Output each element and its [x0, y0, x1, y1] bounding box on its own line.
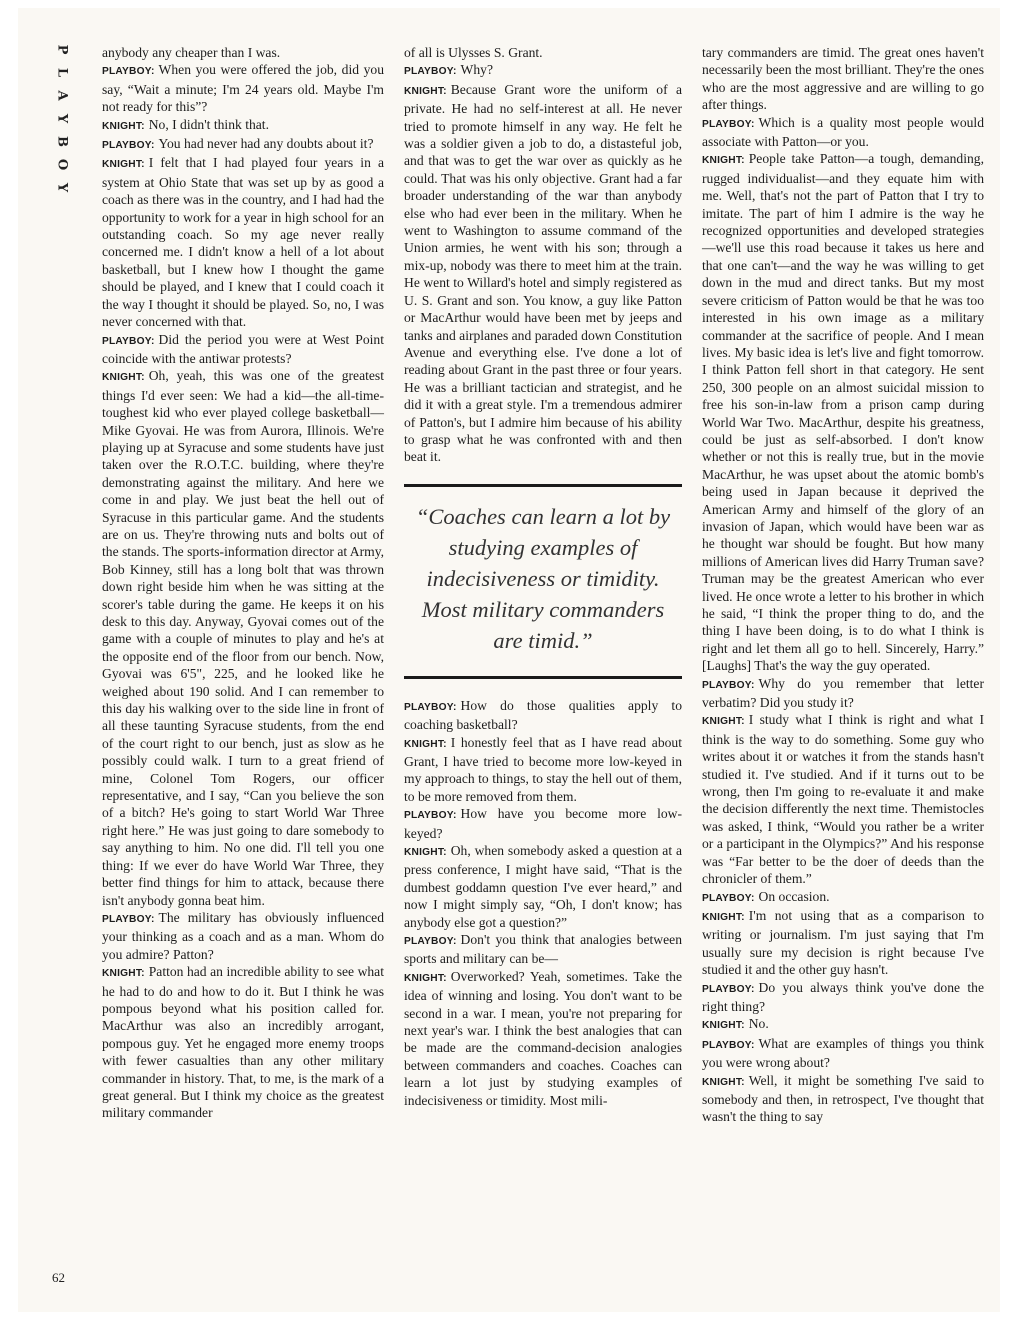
- interview-paragraph: [102, 963, 384, 1122]
- paragraph-text: Why?: [460, 62, 494, 78]
- interview-paragraph: [102, 154, 384, 330]
- masthead-letter: B: [54, 136, 70, 147]
- masthead-letter: P: [54, 44, 70, 55]
- interview-paragraph: [702, 711, 984, 887]
- interview-paragraph: [702, 114, 984, 151]
- interview-paragraph: [702, 675, 984, 712]
- speaker-label: PLAYBOY:: [702, 679, 755, 691]
- paragraph-text: Which is a quality most people would associate with Patton—or you.: [702, 114, 984, 150]
- speaker-label: PLAYBOY:: [404, 66, 457, 78]
- speaker-label: PLAYBOY:: [102, 140, 155, 152]
- interview-paragraph: [404, 697, 682, 734]
- paragraph-text: I study what I think is right and what I think is the way to do something. Some guy who writes about it or watches it from the stands hasn't studied it. I've studied. And if it turns out to be wrong, then I'm going to re-evaluate it and make the decision differently the next time. Themistocles was asked, I think, “Would you rather be a writer or a participant in the Olympics?” And his response was “Far better to be the doer of deeds than the chronicler of them.”: [702, 712, 984, 887]
- paragraph-text: Oh, when somebody asked a question at a press conference, I might have said, “That is the dumbest goddamn question I've ever heard,” and now I might simply say, “Oh, I don't know; has anybody else got a question?”: [404, 843, 682, 930]
- magazine-page: [18, 8, 1000, 1312]
- interview-paragraph: [702, 1072, 984, 1126]
- paragraph-text: How have you become more low-keyed?: [404, 806, 682, 841]
- interview-paragraph: [702, 1035, 984, 1072]
- speaker-label: KNIGHT:: [702, 716, 745, 728]
- speaker-label: KNIGHT:: [404, 85, 447, 97]
- paragraph-text: Overworked? Yeah, sometimes. Take the idea of winning and losing. You don't want to be second in a war. I mean, you're not preparing for next year's war. I think the best analogies that can be made are the command-decision analogies between commanders and coaches. Coaches can learn a lot just by studying examples of indecisiveness or timidity. Most mili-: [404, 968, 682, 1108]
- speaker-label: KNIGHT:: [102, 159, 145, 171]
- masthead-letter: O: [54, 158, 70, 171]
- column-2-top: [404, 44, 682, 466]
- interview-paragraph: [102, 116, 384, 135]
- interview-paragraph: [404, 734, 682, 806]
- paragraph-text: How do those qualities apply to coaching basketball?: [404, 697, 682, 733]
- magazine-masthead: [52, 38, 72, 199]
- speaker-label: KNIGHT:: [404, 738, 447, 750]
- speaker-label: PLAYBOY:: [702, 892, 755, 904]
- paragraph-text: Patton had an incredible ability to see what he had to do and how to do it. But I think he was pompous beyond what his position called for. MacArthur was also an incredibly arrogant, pompous guy. Yet he engaged more enemy troops with fewer casualties than any other military commander in history. That, to me, is the mark of a great general. But I think my choice as the greatest military commander: [102, 964, 384, 1121]
- interview-paragraph: [404, 931, 682, 968]
- speaker-label: KNIGHT:: [702, 1020, 745, 1032]
- interview-paragraph: [404, 61, 682, 80]
- paragraph-text: I honestly feel that as I have read about Grant, I have tried to become more low-keyed in my approach to things, to stay the hell out of them, to be more removed from them.: [404, 734, 682, 804]
- paragraph-text: of all is Ulysses S. Grant.: [404, 45, 543, 60]
- paragraph-text: Oh, yeah, this was one of the greatest things I'd ever seen: We had a kid—the all-time-toughest kid who ever played college basketball—Mike Gyovai. He was from Aurora, Illinois. We're playing up at Syracuse and some students have just taken over the R.O.T.C. building, where they're demonstrating against the military. And here we come in and play. We just beat the hell out of Syracuse in this particular game. And the students are on us. They're throwing nuts and bolts out of the stands. The sports-information director at Army, Bob Kinney, still has a long bolt that was thrown down right beside him when he was sitting at the scorer's table during the game. He keeps it on his desk to this day. Anyway, Gyovai comes out of the game with a couple of minutes to play and he's at the opposite end of the floor from our bench. Now, Gyovai was 6'5", 225, and he looked like he weighed about 190 solid. And I can remember to this day his walking over to the side line in front of all these taunting Syracuse students, from the end of the court right to our bench, just as slow as he possibly could walk. I turn to a great friend of mine, Colonel Tom Rogers, our officer representative, and I say, “Can you believe the son of a bitch? He's going to start World War Three right here.” He was just going to dare somebody to say anything to him. No one did. I'll tell you one thing: If we ever do have World War Three, they better find things for him to attack, because there isn't anybody gonna beat him.: [102, 368, 385, 908]
- masthead-letter: A: [54, 90, 70, 101]
- speaker-label: PLAYBOY:: [404, 936, 457, 948]
- paragraph-text: anybody any cheaper than I was.: [102, 45, 281, 60]
- interview-paragraph: [702, 1015, 984, 1034]
- interview-paragraph: [702, 979, 984, 1016]
- speaker-label: PLAYBOY:: [702, 118, 755, 130]
- speaker-label: PLAYBOY:: [404, 701, 457, 713]
- speaker-label: PLAYBOY:: [102, 335, 155, 347]
- speaker-label: PLAYBOY:: [102, 913, 155, 925]
- paragraph-text: Did the period you were at West Point coincide with the antiwar protests?: [102, 331, 384, 366]
- paragraph-text: What are examples of things you think you were wrong about?: [702, 1035, 984, 1071]
- article-column-2: [404, 44, 682, 1109]
- interview-paragraph: [702, 888, 984, 907]
- paragraph-text: Why do you remember that letter verbatim? Did you study it?: [702, 675, 984, 711]
- speaker-label: KNIGHT:: [702, 155, 745, 167]
- paragraph-text: Don't you think that analogies between sports and military can be—: [404, 932, 682, 967]
- speaker-label: PLAYBOY:: [702, 983, 755, 995]
- paragraph-text: No, I didn't think that.: [148, 116, 269, 132]
- masthead-letter: Y: [54, 182, 70, 193]
- interview-paragraph: [404, 44, 682, 61]
- speaker-label: KNIGHT:: [404, 972, 447, 984]
- interview-paragraph: [404, 81, 682, 466]
- speaker-label: KNIGHT:: [404, 847, 447, 858]
- article-column-3: [702, 44, 984, 1126]
- paragraph-text: People take Patton—a tough, demanding, rugged individualist—and they equate him with me. Well, that's not the part of Patton that I try to imitate. The part of him I admire is the way he recognized opportunities and developed strategies—we'll use this road because it takes us here and that one can't—and the way he was willing to get down in the mud and direct tanks. But my most severe criticism of Patton would be that he was too interested in his own image as a military commander at the sacrifice of people. And I mean lives. My basic idea is let's live and fight tomorrow. I think Patton fell short in that category. He sent 250, 300 people on an almost suicidal mission to free his son-in-law from a prison camp during World War Two. MacArthur, despite his greatness, could be just as self-absorbed. I don't know whether or not this is really true, but in the movie MacArthur, he was upset about the atomic bomb's being used in Japan because it deprived the American Army and himself of the glory of an invasion of Japan, which would have been war as he thought war should be fought. But how many millions of American lives did Harry Truman save? Truman may be the greatest American who ever lived. He once wrote a letter to his brother in which he said, “I think the proper thing to do, and the thing I have been doing, is to do what I think is right and let them all go to hell. Sincerely, Harry.” [Laughs] That's the way the guy operated.: [702, 151, 984, 674]
- article-column-1: [102, 44, 384, 1122]
- paragraph-text: The military has obviously influenced your thinking as a coach and as a man. Whom do you admire? Patton?: [102, 909, 384, 962]
- masthead-letter: L: [54, 67, 70, 78]
- paragraph-text: When you were offered the job, did you say, “Wait a minute; I'm 24 years old. Maybe I'm not ready for this”?: [102, 62, 384, 115]
- column-2-bottom: [404, 697, 682, 1109]
- paragraph-text: I felt that I had played four years in a system at Ohio State that was set up by as good a coach as there was in the country, and I had had the opportunity to work for a year in high school for an outstanding coach. So my age never really concerned me. I didn't know a hell of a lot about basketball, but I knew how I thought the game should be played, and I knew that I could coach it the way I thought it should be played. So, no, I was never concerned with that.: [102, 155, 384, 330]
- speaker-label: PLAYBOY:: [102, 66, 155, 78]
- speaker-label: PLAYBOY:: [702, 1039, 755, 1051]
- masthead-letter: Y: [54, 113, 70, 124]
- interview-paragraph: [702, 907, 984, 979]
- pull-quote: “Coaches can learn a lot by studying examples of indecisiveness or timidity. Most military commanders are timid.”: [404, 484, 682, 679]
- paragraph-text: No.: [748, 1016, 769, 1032]
- interview-paragraph: [102, 367, 384, 909]
- paragraph-text: Because Grant wore the uniform of a private. He had no self-interest at all. He never tried to promote himself in any way. He felt he was a soldier given a job to do, a distasteful job, and that was to get the war over as quickly as he could. That was his only objective. Grant had a far broader understanding of the war than anybody else who had ever been in the military. When he went to Washington to assume command of the Union armies, he went with his son; through a mix-up, nobody was there to meet him at the train. He went to Willard's hotel and simply registered as U. S. Grant and son. You know, a guy like Patton or MacArthur would have been met by jeeps and tanks and airplanes and paraded down Constitution Avenue and everything else. I've done a lot of reading about Grant in the past three or four years. He was a brilliant tactician and strategist, and he did it with a great style. I'm a tremendous admirer of Patton's, but I admire him because of his ability to grasp what he was confronted with and then beat it.: [404, 81, 682, 465]
- interview-paragraph: [102, 44, 384, 61]
- paragraph-text: tary commanders are timid. The great ones haven't necessarily been the most brilliant. They're the ones who are the most aggressive and are willing to go after things.: [702, 45, 984, 113]
- paragraph-text: Well, it might be something I've said to somebody and then, in retrospect, I've thought that wasn't the thing to say: [702, 1072, 984, 1125]
- speaker-label: KNIGHT:: [102, 372, 145, 384]
- speaker-label: KNIGHT:: [702, 911, 745, 923]
- speaker-label: KNIGHT:: [702, 1076, 745, 1088]
- interview-paragraph: [404, 805, 682, 842]
- speaker-label: KNIGHT:: [102, 968, 145, 980]
- interview-paragraph: [102, 909, 384, 963]
- speaker-label: KNIGHT:: [102, 120, 145, 132]
- paragraph-text: You had never had any doubts about it?: [158, 136, 374, 152]
- page-number: 62: [52, 1270, 65, 1285]
- paragraph-text: Do you always think you've done the right thing?: [702, 979, 984, 1014]
- interview-paragraph: [702, 44, 984, 114]
- paragraph-text: I'm not using that as a comparison to writing or journalism. I'm just saying that I'm usually sure my decision is right because I've studied it and the other guy hasn't.: [702, 907, 984, 978]
- paragraph-text: On occasion.: [758, 888, 830, 904]
- interview-paragraph: [702, 150, 984, 674]
- interview-paragraph: [102, 135, 384, 154]
- interview-paragraph: [102, 331, 384, 368]
- speaker-label: PLAYBOY:: [404, 810, 457, 822]
- interview-paragraph: [404, 968, 682, 1109]
- interview-paragraph: [102, 61, 384, 115]
- interview-paragraph: [404, 842, 682, 931]
